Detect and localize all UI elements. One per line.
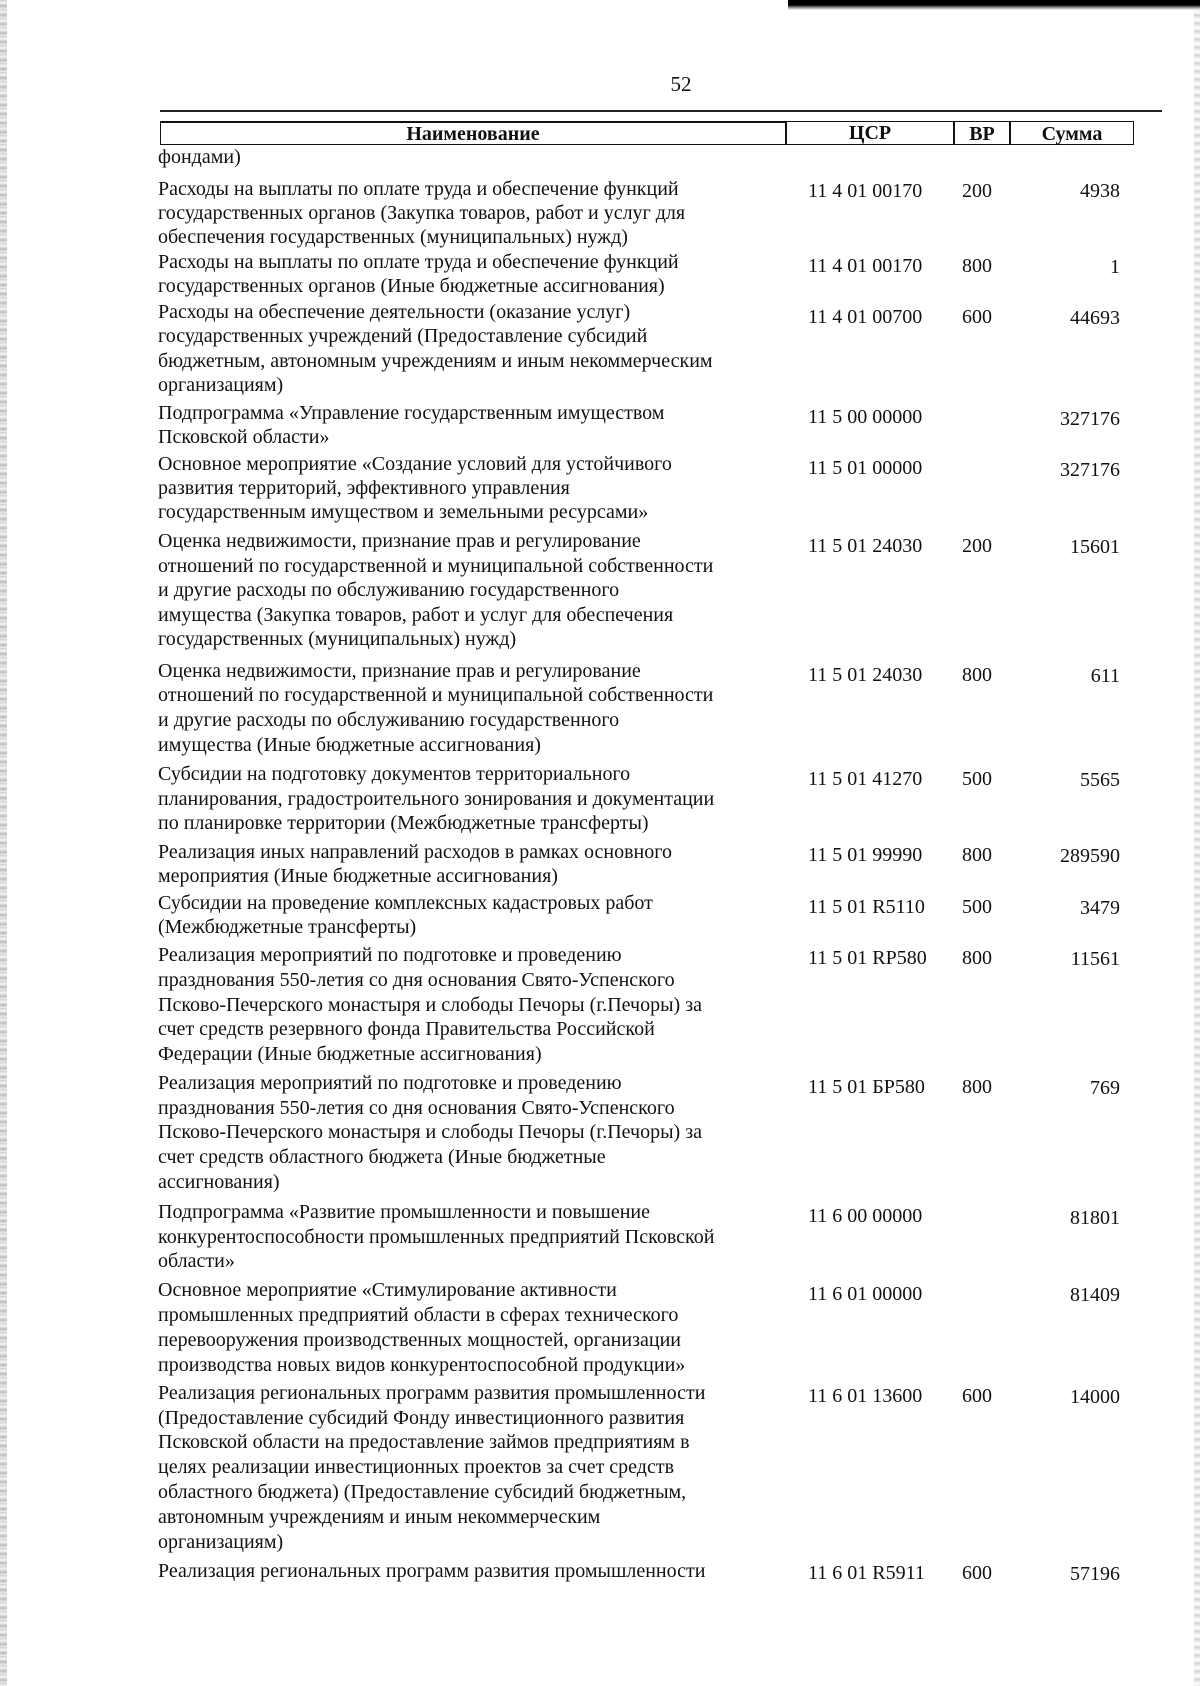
row-name-line: Реализация мероприятий по подготовке и проведению <box>158 1072 622 1094</box>
row-name-line: государственным имуществом и земельными ресурсами» <box>158 501 649 523</box>
row-name-line: Реализация региональных программ развития промышленности <box>158 1560 706 1582</box>
row-name-line: празднования 550-летия со дня основания Свято-Успенского <box>158 969 675 991</box>
row-name-line: Подпрограмма «Управление государственным имуществом <box>158 402 665 424</box>
row-vr: 500 <box>962 768 992 790</box>
row-name-line: целях реализации инвестиционных проектов за счет средств <box>158 1456 675 1478</box>
row-name-line: Реализация мероприятий по подготовке и проведению <box>158 944 622 966</box>
continuation-line: фондами) <box>158 146 241 168</box>
row-name-line: государственных органов (Иные бюджетные ассигнования) <box>158 275 665 297</box>
row-name-line: Субсидии на подготовку документов территориального <box>158 763 631 785</box>
row-csr: 11 6 01 R5911 <box>808 1562 925 1584</box>
row-csr: 11 6 01 13600 <box>808 1385 923 1407</box>
row-name-line: планирования, градостроительного зонирования и документации <box>158 788 715 810</box>
row-csr: 11 5 01 24030 <box>808 535 923 557</box>
row-name-line: государственных (муниципальных) нужд) <box>158 628 517 650</box>
header-sum: Сумма <box>1041 123 1103 145</box>
row-vr: 200 <box>962 535 992 557</box>
row-name-line: Субсидии на проведение комплексных кадастровых работ <box>158 892 653 914</box>
row-sum: 1 <box>1110 256 1120 278</box>
row-name-line: государственных учреждений (Предоставление субсидий <box>158 325 648 347</box>
row-name-line: ассигнования) <box>158 1171 280 1193</box>
row-sum: 769 <box>1090 1077 1120 1099</box>
scan-edge-top <box>788 0 1200 10</box>
row-sum: 611 <box>1090 665 1120 687</box>
row-name-line: и другие расходы по обслуживанию государственного <box>158 579 620 601</box>
row-name-line: мероприятия (Иные бюджетные ассигнования) <box>158 865 558 887</box>
row-name-line: Основное мероприятие «Создание условий для устойчивого <box>158 453 672 475</box>
row-vr: 800 <box>962 844 992 866</box>
header-vr: ВР <box>969 123 995 145</box>
row-name-line: имущества (Иные бюджетные ассигнования) <box>158 734 541 756</box>
row-name-line: Подпрограмма «Развитие промышленности и повышение <box>158 1201 650 1223</box>
row-name-line: Псково-Печерского монастыря и слободы Печоры (г.Печоры) за <box>158 994 702 1016</box>
row-csr: 11 5 01 БР580 <box>808 1076 925 1098</box>
row-vr: 600 <box>962 1562 992 1584</box>
row-name-line: Оценка недвижимости, признание прав и регулирование <box>158 660 641 682</box>
row-sum: 3479 <box>1080 897 1120 919</box>
row-sum: 44693 <box>1070 307 1120 329</box>
row-name-line: Расходы на обеспечение деятельности (оказание услуг) <box>158 301 631 323</box>
row-sum: 14000 <box>1070 1386 1120 1408</box>
header-top-rule <box>160 110 1162 112</box>
row-name-line: Псковской области» <box>158 426 330 448</box>
header-name: Наименование <box>406 123 540 145</box>
row-name-line: обеспечения государственных (муниципальных) нужд) <box>158 226 628 248</box>
row-name-line: отношений по государственной и муниципальной собственности <box>158 684 714 706</box>
row-name-line: Основное мероприятие «Стимулирование активности <box>158 1279 617 1301</box>
row-name-line: Псково-Печерского монастыря и слободы Печоры (г.Печоры) за <box>158 1121 702 1143</box>
row-name-line: автономным учреждениям и иным некоммерческим <box>158 1506 601 1528</box>
row-name-line: организациям) <box>158 374 284 396</box>
row-name-line: и другие расходы по обслуживанию государственного <box>158 709 620 731</box>
header-vr-cell <box>954 121 1010 145</box>
header-csr-cell <box>786 121 954 145</box>
row-sum: 11561 <box>1070 948 1120 970</box>
row-name-line: бюджетным, автономным учреждениям и иным некоммерческим <box>158 350 713 372</box>
row-csr: 11 5 01 41270 <box>808 768 923 790</box>
header-name-cell <box>160 121 786 145</box>
row-csr: 11 5 01 R5110 <box>808 896 925 918</box>
row-csr: 11 4 01 00170 <box>808 180 923 202</box>
row-vr: 200 <box>962 180 992 202</box>
row-name-line: Реализация иных направлений расходов в рамках основного <box>158 841 672 863</box>
row-csr: 11 4 01 00170 <box>808 255 923 277</box>
row-name-line: развития территорий, эффективного управления <box>158 477 570 499</box>
header-csr: ЦСР <box>848 122 892 144</box>
row-name-line: Федерации (Иные бюджетные ассигнования) <box>158 1043 542 1065</box>
row-name-line: Оценка недвижимости, признание прав и регулирование <box>158 530 641 552</box>
row-vr: 600 <box>962 306 992 328</box>
header-sum-cell <box>1010 121 1134 145</box>
row-sum: 5565 <box>1080 769 1120 791</box>
page-number: 52 <box>670 72 692 96</box>
row-name-line: Реализация региональных программ развития промышленности <box>158 1382 706 1404</box>
row-name-line: Расходы на выплаты по оплате труда и обеспечение функций <box>158 178 679 200</box>
row-name-line: производства новых видов конкурентоспособной продукции» <box>158 1354 686 1376</box>
row-name-line: перевооружения производственных мощностей, организации <box>158 1329 681 1351</box>
row-name-line: счет средств резервного фонда Правительства Российской <box>158 1018 655 1040</box>
row-sum: 81801 <box>1070 1207 1120 1229</box>
row-name-line: по планировке территории (Межбюджетные трансферты) <box>158 812 649 834</box>
row-name-line: (Предоставление субсидий Фонду инвестиционного развития <box>158 1407 685 1429</box>
row-csr: 11 5 01 99990 <box>808 844 923 866</box>
row-csr: 11 6 00 00000 <box>808 1205 923 1227</box>
row-sum: 4938 <box>1080 180 1120 202</box>
row-sum: 289590 <box>1060 845 1120 867</box>
row-sum: 15601 <box>1070 536 1120 558</box>
row-sum: 327176 <box>1060 459 1120 481</box>
row-name-line: имущества (Закупка товаров, работ и услуг для обеспечения <box>158 604 674 626</box>
row-sum: 327176 <box>1060 408 1120 430</box>
row-name-line: отношений по государственной и муниципальной собственности <box>158 555 714 577</box>
row-csr: 11 4 01 00700 <box>808 306 923 328</box>
row-sum: 57196 <box>1070 1563 1120 1585</box>
row-csr: 11 5 01 24030 <box>808 664 923 686</box>
row-vr: 800 <box>962 664 992 686</box>
row-sum: 81409 <box>1070 1284 1120 1306</box>
row-vr: 800 <box>962 1076 992 1098</box>
row-vr: 500 <box>962 896 992 918</box>
row-csr: 11 6 01 00000 <box>808 1283 923 1305</box>
row-csr: 11 5 00 00000 <box>808 406 923 428</box>
row-name-line: областного бюджета) (Предоставление субсидий бюджетным, <box>158 1481 687 1503</box>
row-name-line: государственных органов (Закупка товаров, работ и услуг для <box>158 202 686 224</box>
row-name-line: Расходы на выплаты по оплате труда и обеспечение функций <box>158 251 679 273</box>
row-name-line: празднования 550-летия со дня основания Свято-Успенского <box>158 1097 675 1119</box>
row-name-line: промышленных предприятий области в сферах технического <box>158 1304 679 1326</box>
row-name-line: организациям) <box>158 1531 284 1553</box>
row-vr: 800 <box>962 947 992 969</box>
row-vr: 600 <box>962 1385 992 1407</box>
row-name-line: счет средств областного бюджета (Иные бюджетные <box>158 1146 606 1168</box>
row-vr: 800 <box>962 255 992 277</box>
scan-edge-left <box>0 0 7 1686</box>
scan-edge-right <box>1194 0 1200 1686</box>
row-name-line: Псковской области на предоставление займов предприятиям в <box>158 1431 690 1453</box>
row-csr: 11 5 01 RP580 <box>808 947 927 969</box>
row-name-line: конкурентоспособности промышленных предприятий Псковской <box>158 1226 715 1248</box>
row-csr: 11 5 01 00000 <box>808 457 923 479</box>
row-name-line: (Межбюджетные трансферты) <box>158 916 417 938</box>
row-name-line: области» <box>158 1250 235 1272</box>
